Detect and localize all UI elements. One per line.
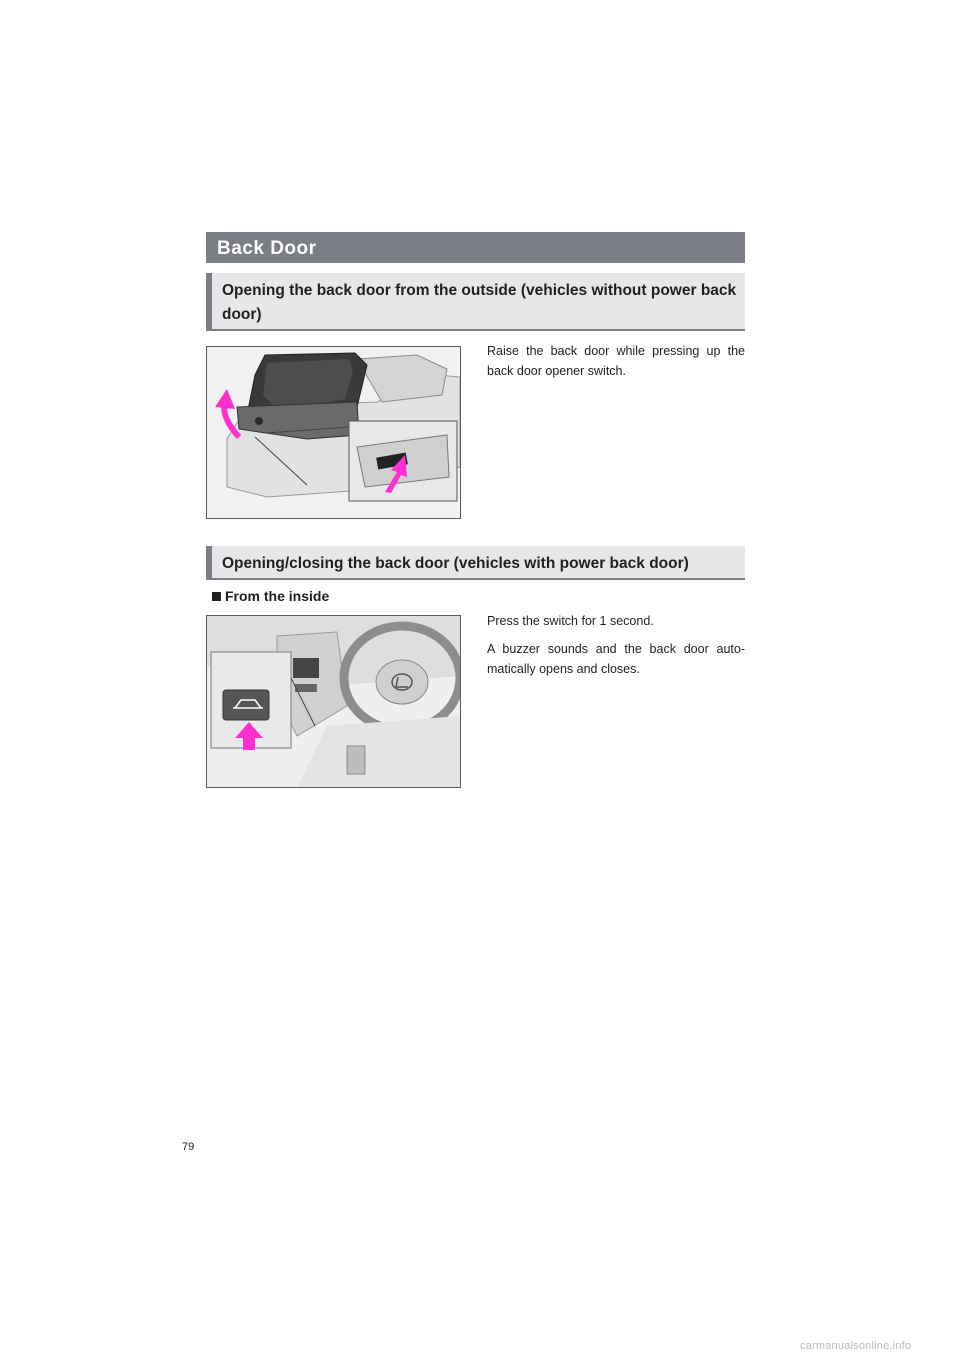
section-heading-power-text: Opening/closing the back door (vehicles with power back door) [222, 555, 689, 572]
section-heading-outside-text: Opening the back door from the outside (vehicles without power back door) [222, 282, 737, 323]
section-heading-outside [206, 273, 745, 331]
instruction-step-2: A buzzer sounds and the back door auto-matically opens and closes. [487, 642, 745, 676]
subheading-text: From the inside [225, 588, 330, 604]
square-bullet-icon [212, 592, 221, 601]
watermark: carmanualsonline.info [800, 1340, 912, 1352]
section-heading-power [206, 546, 745, 580]
instruction-text-inside [487, 611, 745, 687]
instruction-paragraph: Raise the back door while pressing up the back door opener switch. [487, 344, 745, 378]
page-number: 79 [182, 1141, 195, 1153]
figure-back-door-outside [206, 346, 461, 519]
instruction-step-1: Press the switch for 1 second. [487, 614, 654, 628]
instruction-text-outside [487, 341, 745, 389]
figure-back-door-inside [206, 615, 461, 788]
page-title: Back Door [217, 238, 317, 259]
page-title-bar [206, 232, 745, 263]
subheading-from-inside [212, 588, 329, 604]
